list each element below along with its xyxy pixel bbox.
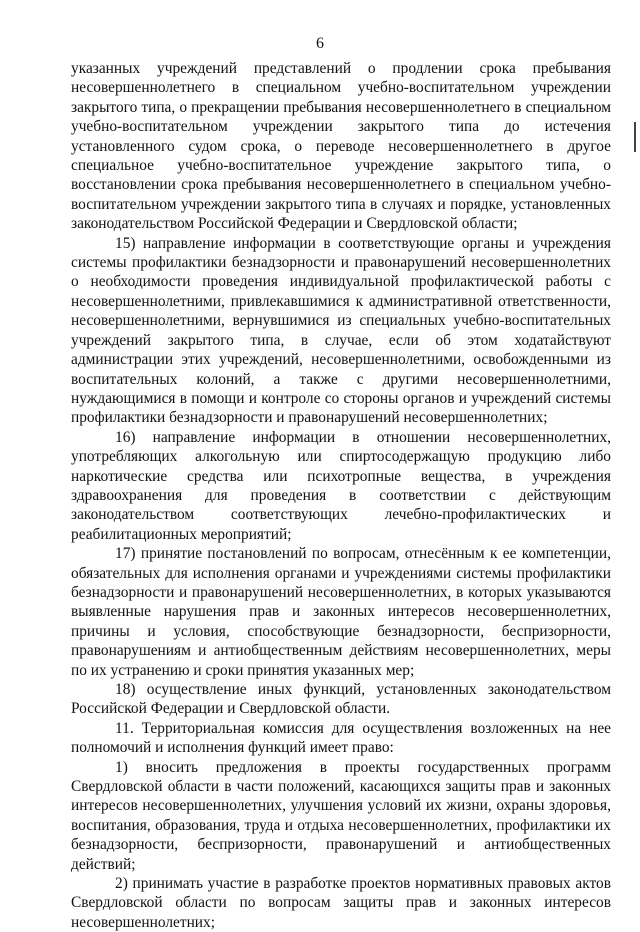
paragraph-continuation: указанных учреждений представлений о продлении срока пребывания несовершеннолетнего в специальном учебно-воспитательном учреждении закрытого типа, о прекращении пребывания несовершеннолетнего в специальном учебно-воспитательном учреждении закрытого типа до истечения установленного судом срока, о переводе несовершеннолетнего в другое специальное учебно-воспитательное учреждение закрытого типа, о восстановлении срока пребывания несовершеннолетнего в специальном учебно-воспитательном учреждении закрытого типа в случаях и порядке, установленных законодательством Российской Федерации и Свердловской области; [71,60,611,233]
paragraph-right-1: 1) вносить предложения в проекты государственных программ Свердловской области в части положений, касающихся защиты прав и законных интересов несовершеннолетних, улучшения условий их жизни, охраны здоровья, воспитания, образования, труда и отдыха несовершеннолетних, профилактики их безнадзорности, беспризорности, правонарушений и антиобщественных действий; [71,758,611,873]
scan-edge-mark [634,122,636,152]
paragraph-item-18: 18) осуществление иных функций, установленных законодательством Российской Федерации и Свердловской области. [71,681,611,718]
page-number: 6 [316,35,324,52]
paragraph-section-11: 11. Территориальная комиссия для осуществления возложенных на нее полномочий и исполнения функций имеет право: [71,719,611,757]
paragraph-item-17: 17) принятие постановлений по вопросам, отнесённым к ее компетенции, обязательных для исполнения органами и учреждениями системы профилактики безнадзорности и правонарушений несовершеннолетних, в которых указываются выявленные нарушения прав и законных интересов несовершеннолетних, причины и условия, способствующие безнадзорности, беспризорности, правонарушениям и антиобщественным действиям несовершеннолетних, меры по их устранению и сроки принятия указанных мер; [71,545,611,679]
document-body [71,59,611,932]
paragraph-item-16: 16) направление информации в отношении несовершеннолетних, употребляющих алкогольную или спиртосодержащую продукцию либо наркотические средства или психотропные вещества, в учреждения здравоохранения для проведения в соответствии с действующим законодательством соответствующих лечебно-профилактических и реабилитационных мероприятий; [71,428,611,543]
paragraph-right-2: 2) принимать участие в разработке проектов нормативных правовых актов Свердловской области по вопросам защиты прав и законных интересов несовершеннолетних; [71,875,611,931]
paragraph-item-15: 15) направление информации в соответствующие органы и учреждения системы профилактики безнадзорности и правонарушений несовершеннолетних о необходимости проведения индивидуальной профилактической работы с несовершеннолетними, привлекавшимися к административной ответственности, несовершеннолетними, вернувшимися из специальных учебно-воспитательных учреждений закрытого типа, в случае, если об этом ходатайствуют администрации этих учреждений, несовершеннолетними, освобожденными из воспитательных колоний, а также с другими несовершеннолетними, нуждающимися в помощи и контроле со стороны органов и учреждений системы профилактики безнадзорности и правонарушений несовершеннолетних; [71,234,611,427]
